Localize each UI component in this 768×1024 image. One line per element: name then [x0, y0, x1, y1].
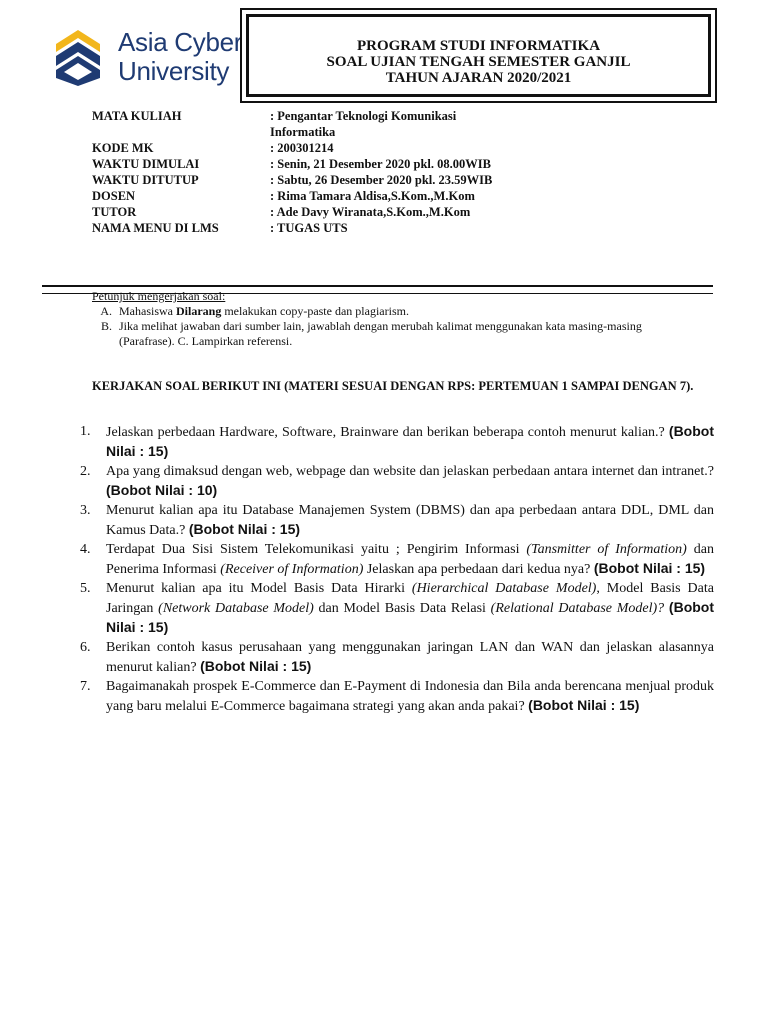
question-list — [80, 422, 714, 716]
question-item — [80, 501, 714, 540]
question-body: , Model Basis Data Jaringan — [106, 581, 714, 616]
info-value: : TUGAS UTS — [270, 221, 348, 235]
info-label: WAKTU DIMULAI — [92, 157, 200, 171]
question-score: (Bobot Nilai : 15) — [106, 423, 714, 459]
info-value: : Ade Davy Wiranata,S.Kom.,M.Kom — [270, 205, 471, 219]
info-label: WAKTU DITUTUP — [92, 173, 199, 187]
question-score: (Bobot Nilai : 15) — [188, 521, 301, 537]
info-label: DOSEN — [92, 189, 136, 203]
question-term: (Tansmitter of Information) — [526, 542, 687, 557]
question-text — [106, 540, 714, 579]
info-row-dosen — [92, 188, 570, 204]
info-row-tutor — [92, 204, 570, 220]
question-item — [80, 638, 714, 677]
info-value: : 200301214 — [270, 141, 334, 155]
header-inner-frame — [246, 14, 711, 97]
question-item — [80, 462, 714, 501]
question-number: 5. — [80, 581, 91, 596]
question-number: 2. — [80, 464, 91, 479]
question-body: Jelaskan perbedaan Hardware, Software, Brainware dan berikan beberapa contoh menurut kalian.? — [106, 425, 669, 440]
question-number: 7. — [80, 679, 91, 694]
logo-line-2: University — [118, 56, 230, 86]
instruction-letter: A. — [100, 304, 112, 318]
question-text — [106, 579, 714, 638]
question-item — [80, 540, 714, 579]
question-item — [80, 677, 714, 716]
instructions — [92, 289, 679, 349]
exam-info-table — [92, 108, 570, 236]
instruction-text-post: melakukan copy-paste dan plagiarism. — [221, 304, 409, 318]
info-label: MATA KULIAH — [92, 109, 182, 123]
info-label: TUTOR — [92, 205, 137, 219]
question-score: (Bobot Nilai : 15) — [593, 560, 706, 576]
question-number: 6. — [80, 640, 91, 655]
question-number: 1. — [80, 424, 91, 439]
info-row-nama-menu — [92, 220, 570, 236]
question-term: (Hierarchical Database Model) — [411, 581, 597, 596]
header-line-1: PROGRAM STUDI INFORMATIKA — [356, 38, 601, 54]
logo-wordmark — [118, 28, 242, 86]
info-row-waktu-dimulai — [92, 156, 570, 172]
question-item — [80, 579, 714, 638]
question-body: Menurut kalian apa itu Model Basis Data Hirarki — [106, 581, 412, 596]
question-term: (Network Database Model) — [158, 601, 314, 616]
question-score: (Bobot Nilai : 15) — [528, 697, 640, 713]
instruction-text-pre: Mahasiswa — [119, 304, 176, 318]
info-row-mata-kuliah — [92, 108, 570, 140]
info-label: NAMA MENU DI LMS — [92, 221, 219, 235]
info-value: : Senin, 21 Desember 2020 pkl. 08.00WIB — [270, 157, 491, 171]
question-text — [106, 677, 714, 716]
question-text — [106, 638, 714, 677]
header-box — [240, 8, 717, 103]
logo-line-1: Asia Cyber — [118, 27, 243, 57]
question-body: Jelaskan apa perbedaan dari kedua nya? — [363, 562, 594, 577]
info-value-line-1: : Pengantar Teknologi Komunikasi — [270, 109, 457, 123]
instruction-item-a — [92, 304, 679, 319]
header-line-2: SOAL UJIAN TENGAH SEMESTER GANJIL — [326, 54, 631, 70]
info-value: : Sabtu, 26 Desember 2020 pkl. 23.59WIB — [270, 173, 493, 187]
question-text — [106, 462, 714, 501]
info-row-waktu-ditutup — [92, 172, 570, 188]
info-value-line-2: Informatika — [270, 125, 336, 139]
question-body: dan Model Basis Data Relasi — [313, 601, 491, 616]
instructions-title: Petunjuk mengerjakan soal: — [92, 289, 226, 303]
question-number: 4. — [80, 542, 91, 557]
question-score: (Bobot Nilai : 10) — [106, 482, 218, 498]
question-body: Bagaimanakah prospek E-Commerce dan E-Payment di Indonesia dan Bila anda berencana menjual produk yang baru melalui E-Commerce bagaimana strategi yang akan anda pakai? — [106, 679, 714, 714]
question-score: (Bobot Nilai : 15) — [200, 658, 312, 674]
instruction-letter: B. — [100, 319, 112, 333]
question-body: Menurut kalian apa itu Database Manajemen System (DBMS) dan apa perbedaan antara DDL, DML dan Kamus Data.? — [106, 503, 714, 538]
question-text — [106, 501, 714, 540]
info-value: : Rima Tamara Aldisa,S.Kom.,M.Kom — [270, 189, 475, 203]
header-title — [249, 38, 708, 86]
info-label: KODE MK — [92, 141, 154, 155]
question-body: Berikan contoh kasus perusahaan yang menggunakan jaringan LAN dan WAN dan jelaskan alasannya menurut kalian? — [106, 640, 714, 675]
question-body: dan Penerima Informasi — [106, 542, 714, 577]
instruction-item-b — [92, 319, 679, 349]
info-value — [270, 108, 570, 140]
instruction-text-bold: Dilarang — [176, 304, 222, 318]
question-score: (Bobot Nilai : 15) — [106, 599, 715, 635]
section-heading: KERJAKAN SOAL BERIKUT INI (MATERI SESUAI DENGAN RPS: PERTEMUAN 1 SAMPAI DENGAN 7). — [92, 379, 694, 393]
question-text — [106, 422, 714, 462]
question-item — [80, 422, 714, 462]
info-row-kode-mk — [92, 140, 570, 156]
question-body: Terdapat Dua Sisi Sistem Telekomunikasi yaitu ; Pengirim Informasi — [106, 542, 527, 557]
question-term: (Relational Database Model)? — [490, 601, 665, 616]
header-line-3: TAHUN AJARAN 2020/2021 — [385, 70, 572, 86]
instruction-text: Jika melihat jawaban dari sumber lain, jawablah dengan merubah kalimat menggunakan kata masing-masing (Parafrase). C. Lampirkan referensi. — [119, 319, 642, 348]
instruction-text — [119, 304, 679, 319]
question-number: 3. — [80, 503, 91, 518]
logo-emblem-icon — [56, 30, 100, 86]
question-term: (Receiver of Information) — [220, 562, 364, 577]
question-body: Apa yang dimaksud dengan web, webpage dan website dan jelaskan perbedaan antara internet dan intranet.? — [106, 464, 714, 479]
